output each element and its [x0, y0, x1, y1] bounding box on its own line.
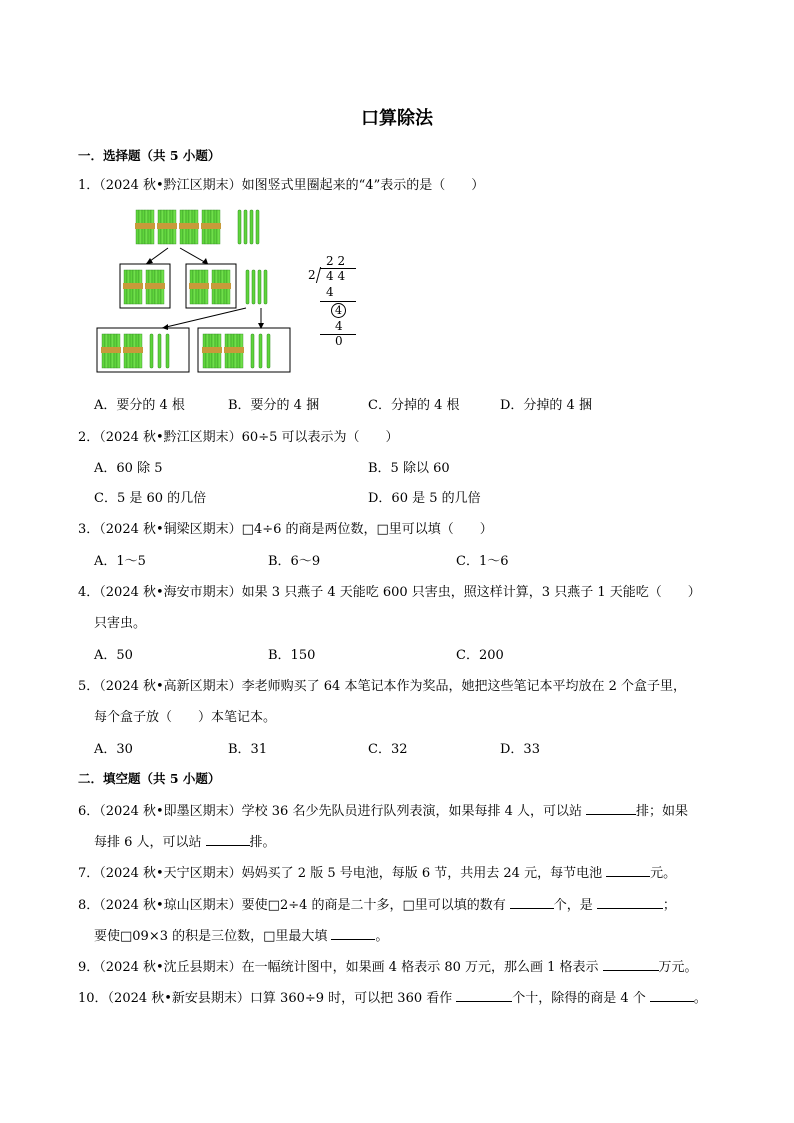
q10-blank-1[interactable] — [456, 987, 512, 1002]
section-heading-choice: 一．选择题（共 5 小题） — [78, 148, 221, 163]
question-8-line-1 — [78, 894, 676, 913]
question-5-text: 5．（2024 秋•高新区期末）李老师购买了 64 本笔记本作为奖品，她把这些笔记本平均放在 2 个盒子里， — [78, 679, 686, 694]
q4-option-a[interactable]: A．50 — [94, 648, 133, 663]
q1-option-b[interactable]: B．要分的 4 捆 — [228, 398, 320, 413]
long-division — [306, 254, 366, 354]
question-4-text-cont: 只害虫。 — [94, 616, 147, 631]
question-5-text-cont: 每个盒子放（ ）本笔记本。 — [94, 710, 277, 725]
q5-option-d[interactable]: D．33 — [500, 742, 540, 757]
q2-option-d[interactable]: D．60 是 5 的几倍 — [368, 491, 481, 506]
q9-blank[interactable] — [603, 956, 659, 971]
q1-option-a[interactable]: A．要分的 4 根 — [94, 398, 185, 413]
q10-blank-2[interactable] — [650, 987, 694, 1002]
q6-text-b: 排；如果 — [636, 804, 689, 819]
q10-text-a: 10．（2024 秋•新安县期末）口算 360÷9 时，可以把 360 看作 — [78, 991, 453, 1006]
question-10 — [78, 987, 707, 1006]
q10-text-b: 个十，除得的商是 4 个 — [512, 991, 646, 1006]
division-bracket — [316, 267, 322, 283]
q5-option-b[interactable]: B．31 — [228, 742, 268, 757]
division-quotient: 2 2 — [326, 254, 346, 268]
q6-text-a: 6．（2024 秋•即墨区期末）学校 36 名少先队员进行队列表演，如果每排 4 人，可以站 — [78, 804, 582, 819]
division-step3: 4 — [335, 319, 343, 333]
q10-text-c: 。 — [693, 991, 707, 1006]
q8-text-e: 。 — [375, 929, 389, 944]
q8-blank-3[interactable] — [331, 925, 375, 940]
q8-text-d: 要使□09×3 的积是三位数，□里最大填 — [94, 929, 328, 944]
division-dividend: 4 4 — [326, 269, 346, 283]
question-3-text: 3．（2024 秋•铜梁区期末）□4÷6 的商是两位数，□里可以填（ ） — [78, 522, 493, 537]
q2-option-b[interactable]: B．5 除以 60 — [368, 461, 450, 476]
division-circled-digit: 4 — [331, 303, 346, 318]
q5-option-a[interactable]: A．30 — [94, 742, 133, 757]
division-step1: 4 — [326, 285, 334, 299]
q8-blank-1[interactable] — [510, 894, 554, 909]
q6-text-c: 每排 6 人，可以站 — [94, 835, 202, 850]
question-4-text: 4．（2024 秋•海安市期末）如果 3 只燕子 4 天能吃 600 只害虫，照这样计算，3 只燕子 1 天能吃（ ） — [78, 585, 701, 600]
q8-blank-2[interactable] — [597, 894, 663, 909]
bundle-icon — [179, 210, 199, 244]
q6-blank-2[interactable] — [206, 831, 250, 846]
bundle-icon — [201, 210, 221, 244]
q1-option-c[interactable]: C．分掉的 4 根 — [368, 398, 460, 413]
question-9 — [78, 956, 698, 975]
q3-option-c[interactable]: C．1～6 — [456, 554, 509, 569]
q8-text-c: ； — [662, 898, 676, 913]
division-line-1 — [320, 301, 356, 302]
question-8-line-2 — [94, 925, 388, 944]
bundle-icon — [135, 210, 155, 244]
division-divisor: 2 — [308, 268, 316, 282]
q8-text-b: 个，是 — [553, 898, 593, 913]
q4-option-c[interactable]: C．200 — [456, 648, 504, 663]
q6-blank-1[interactable] — [586, 800, 636, 815]
q7-text-a: 7．（2024 秋•天宁区期末）妈妈买了 2 版 5 号电池，每版 6 节，共用去 24 元，每节电池 — [78, 866, 603, 881]
question-6-line-1 — [78, 800, 688, 819]
division-remainder: 0 — [335, 334, 343, 348]
q7-blank[interactable] — [606, 862, 650, 877]
page-title: 口算除法 — [361, 108, 433, 129]
question-7 — [78, 862, 676, 881]
q1-option-d[interactable]: D．分掉的 4 捆 — [500, 398, 592, 413]
question-6-line-2 — [94, 831, 276, 850]
question-1-text: 1．（2024 秋•黔江区期末）如图竖式里圈起来的“4”表示的是（ ） — [78, 178, 485, 193]
q4-option-b[interactable]: B．150 — [268, 648, 316, 663]
q3-option-a[interactable]: A．1～5 — [94, 554, 146, 569]
q2-option-c[interactable]: C．5 是 60 的几倍 — [94, 491, 207, 506]
q7-text-b: 元。 — [650, 866, 677, 881]
q2-option-a[interactable]: A．60 除 5 — [94, 461, 163, 476]
q9-text-a: 9．（2024 秋•沈丘县期末）在一幅统计图中，如果画 4 格表示 80 万元，那么画 1 格表示 — [78, 960, 599, 975]
question-2-text: 2．（2024 秋•黔江区期末）60÷5 可以表示为（ ） — [78, 430, 399, 445]
bundle-icon — [157, 210, 177, 244]
q6-text-d: 排。 — [249, 835, 276, 850]
section-heading-fill: 二．填空题（共 5 小题） — [78, 771, 221, 786]
q8-text-a: 8．（2024 秋•琼山区期末）要使□2÷4 的商是二十多，□里可以填的数有 — [78, 898, 506, 913]
q3-option-b[interactable]: B．6～9 — [268, 554, 321, 569]
bamboo-bundles-figure — [96, 208, 296, 376]
q5-option-c[interactable]: C．32 — [368, 742, 408, 757]
q9-text-b: 万元。 — [658, 960, 698, 975]
